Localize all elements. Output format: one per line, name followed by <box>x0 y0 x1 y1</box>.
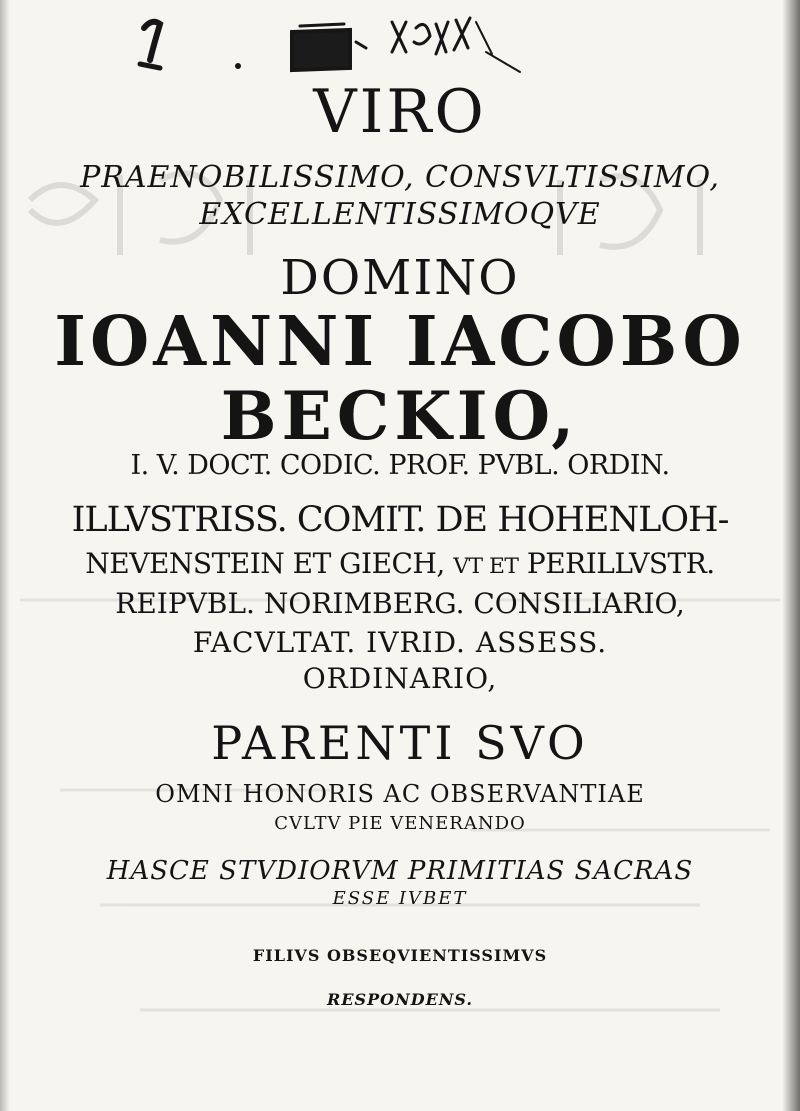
line-title-hohenloh: ILLVSTRISS. COMIT. DE HOHENLOH- <box>71 500 729 540</box>
line-name-first: IOANNI IACOBO <box>54 302 746 382</box>
line-title-nevenstein-part-1: NEVENSTEIN ET GIECH, <box>85 547 454 580</box>
line-title-doctor: I. V. DOCT. CODIC. PROF. PVBL. ORDIN. <box>130 450 670 481</box>
line-praenobilissimo: PRAENOBILISSIMO, CONSVLTISSIMO, <box>80 160 720 195</box>
line-parenti-suo: PARENTI SVO <box>211 716 589 770</box>
line-name-surname: BECKIO, <box>220 377 580 455</box>
line-title-nevenstein-small-caps: VT ET <box>453 554 519 579</box>
line-respondens: RESPONDENS. <box>327 990 473 1009</box>
handwritten-shelf-mark <box>130 8 550 78</box>
line-viro: VIRO <box>313 77 487 147</box>
line-esse-iubet: ESSE IVBET <box>332 888 468 909</box>
line-domino: DOMINO <box>280 250 520 306</box>
line-filius: FILIVS OBSEQVIENTISSIMVS <box>252 946 548 965</box>
line-title-ordinario: ORDINARIO, <box>302 662 498 695</box>
line-title-facultat: FACVLTAT. IVRID. ASSESS. <box>192 626 608 659</box>
line-title-nevenstein-part-3: PERILLVSTR. <box>518 547 715 580</box>
line-title-nevenstein <box>0 547 800 580</box>
line-title-norimberg: REIPVBL. NORIMBERG. CONSILIARIO, <box>115 587 685 620</box>
line-dedication-cultu: CVLTV PIE VENERANDO <box>274 813 526 834</box>
line-dedication-honoris: OMNI HONORIS AC OBSERVANTIAE <box>155 780 645 808</box>
line-excellentissimo: EXCELLENTISSIMOQVE <box>199 197 601 232</box>
line-hasce-studiorum: HASCE STVDIORVM PRIMITIAS SACRAS <box>106 856 694 886</box>
